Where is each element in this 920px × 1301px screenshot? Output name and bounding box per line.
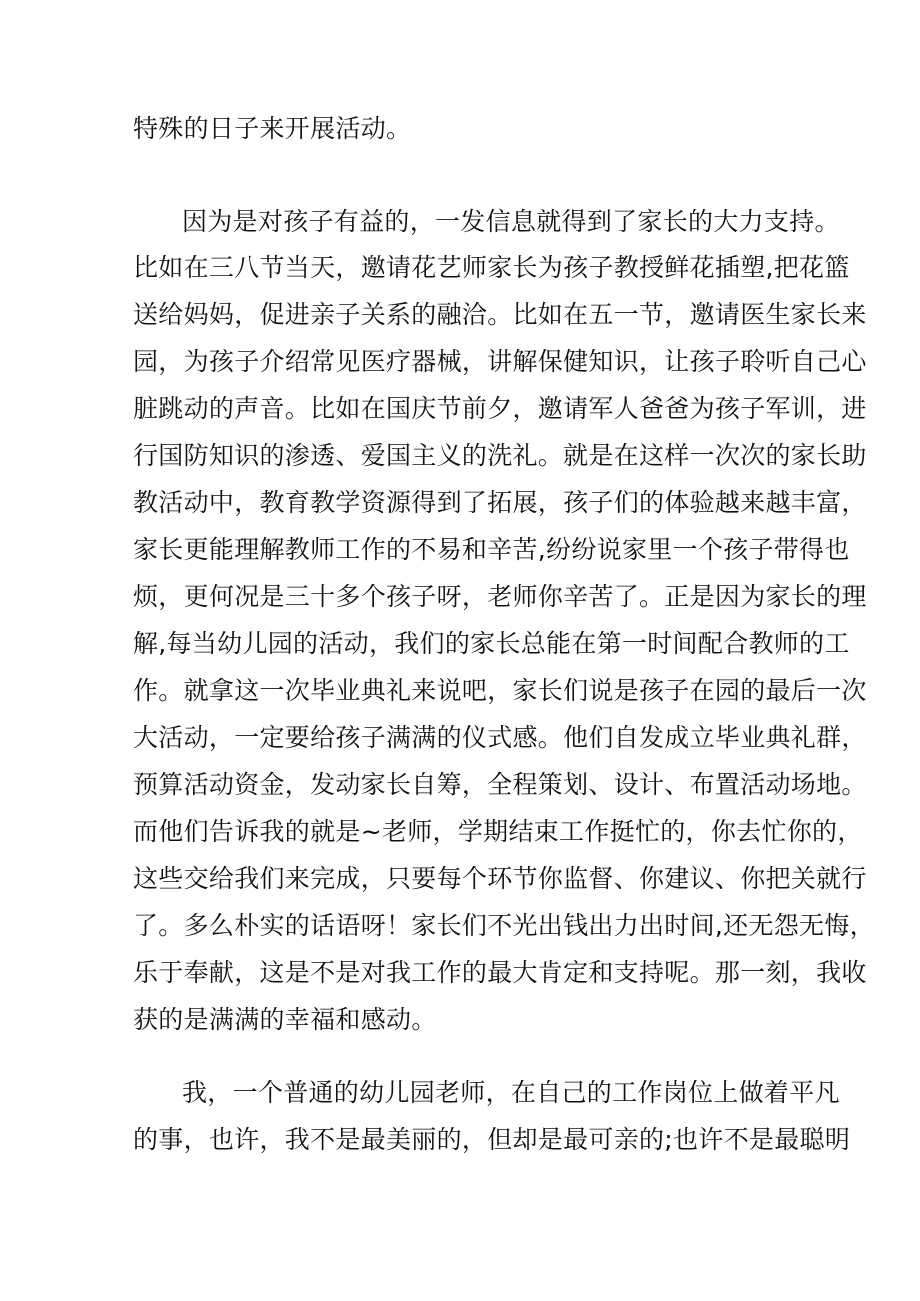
paragraph-first-line: 因为是对孩子有益的，一发信息就得到了家长的大力支持。: [182, 207, 840, 236]
text-line: 这些交给我们来完成，只要每个环节你监督、你建议、你把关就行: [133, 864, 867, 893]
text-line: 了。多么朴实的话语呀！家长们不光出钱出力出时间,还无怨无悔，: [133, 911, 875, 940]
text-line: 的事，也许，我不是最美丽的，但却是最可亲的;也许不是最聪明: [133, 1125, 851, 1154]
paragraph-first-line: 我，一个普通的幼儿园老师，在自己的工作岗位上做着平凡: [182, 1078, 840, 1107]
text-line: 比如在三八节当天，邀请花艺师家长为孩子教授鲜花插塑,把花篮: [133, 253, 850, 282]
text-line: 获的是满满的幸福和感动。: [133, 1005, 437, 1034]
text-line: 而他们告诉我的就是~老师，学期结束工作挺忙的，你去忙你的，: [133, 817, 863, 846]
text-line: 特殊的日子来开展活动。: [133, 114, 412, 143]
text-line: 送给妈妈，促进亲子关系的融洽。比如在五一节，邀请医生家长来: [133, 300, 867, 329]
text-line: 园，为孩子介绍常见医疗器械，讲解保健知识，让孩子聆听自己心: [133, 347, 867, 376]
text-line: 脏跳动的声音。比如在国庆节前夕，邀请军人爸爸为孩子军训，进: [133, 394, 867, 423]
text-line: 大活动，一定要给孩子满满的仪式感。他们自发成立毕业典礼群，: [133, 723, 867, 752]
text-line: 家长更能理解教师工作的不易和辛苦,纷纷说家里一个孩子带得也: [133, 535, 850, 564]
text-line: 烦，更何况是三十多个孩子呀，老师你辛苦了。正是因为家长的理: [133, 582, 867, 611]
text-line: 教活动中，教育教学资源得到了拓展，孩子们的体验越来越丰富，: [133, 488, 867, 517]
text-line: 作。就拿这一次毕业典礼来说吧，家长们说是孩子在园的最后一次: [133, 676, 867, 705]
text-line: 行国防知识的渗透、爱国主义的洗礼。就是在这样一次次的家长助: [133, 441, 867, 470]
text-line: 解,每当幼儿园的活动，我们的家长总能在第一时间配合教师的工: [133, 629, 850, 658]
text-line: 预算活动资金，发动家长自筹，全程策划、设计、布置活动场地。: [133, 770, 867, 799]
text-line: 乐于奉献，这是不是对我工作的最大肯定和支持呢。那一刻，我收: [133, 958, 867, 987]
